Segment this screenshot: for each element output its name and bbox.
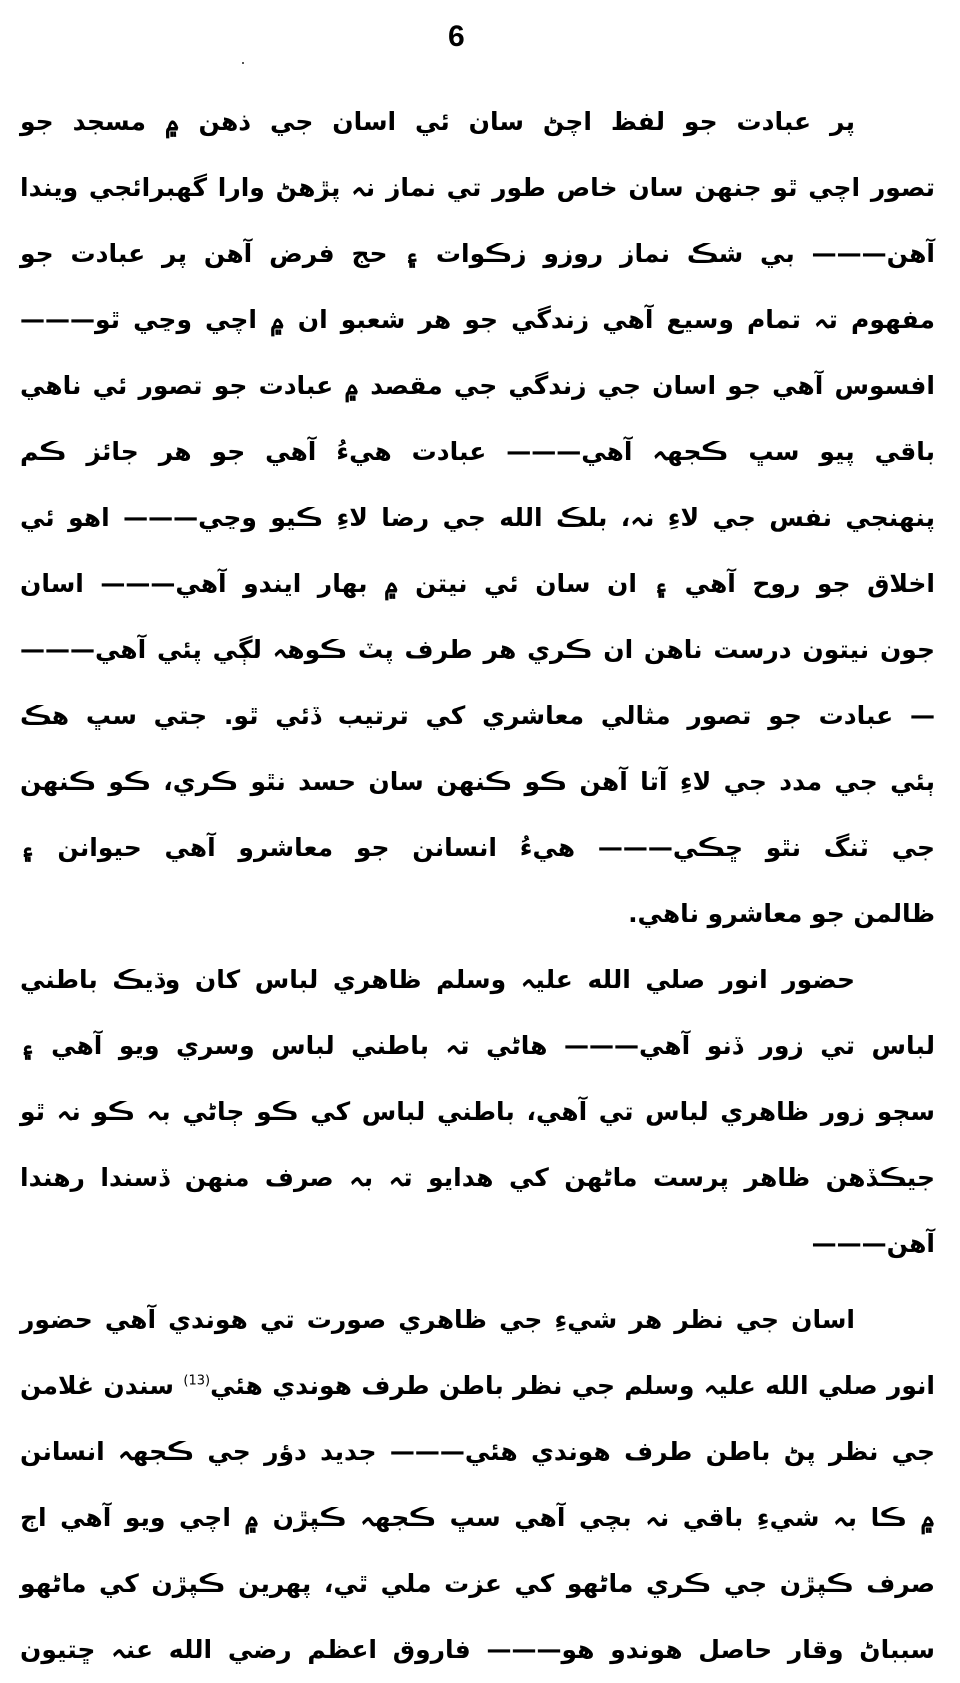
text-line: — عبادت جو تصور مثالي معاشري کي ترتيب ڏئي ٿو. جتي سڀ هڪ bbox=[20, 701, 935, 730]
page-number: 6 bbox=[448, 20, 465, 53]
footnote-reference[interactable]: (13) bbox=[183, 1373, 211, 1389]
text-line: حضور انور صلي الله عليہ وسلم ظاهري لباس کان وڌيڪ باطني bbox=[20, 965, 855, 994]
text-line-with-footnote bbox=[20, 1353, 935, 1419]
text-line: ظالمن جو معاشرو ناهي. bbox=[628, 899, 935, 928]
text-line: اسان جي نظر هر شيءِ جي ظاهري صورت تي هوندي آهي حضور bbox=[20, 1305, 855, 1334]
text-line: صرف ڪپڙن جي ڪري ماڻهو کي عزت ملي ٿي، پهرين ڪپڙن کي ماڻهو bbox=[20, 1569, 935, 1598]
text-line: پر عبادت جو لفظ اچڻ سان ئي اسان جي ذهن ۾ مسجد جو bbox=[20, 107, 855, 136]
text-line: آهن——— بي شڪ نماز روزو زڪوات ۽ حج فرض آهن پر عبادت جو bbox=[20, 239, 935, 268]
text-segment: انور صلي الله عليہ وسلم جي نظر باطن طرف هوندي هئي bbox=[210, 1371, 935, 1400]
text-line: مفهوم تہ تمام وسيع آهي زندگي جو هر شعبو ان ۾ اچي وڃي ٿو——— bbox=[20, 305, 935, 334]
text-line: جون نيتون درست ناهن ان ڪري هر طرف پٽ ڪوهہ لڳي پئي آهي——— bbox=[20, 635, 935, 664]
document-body bbox=[20, 89, 935, 1683]
text-line: جيڪڏهن ظاهر پرست ماڻهن کي هدايو تہ بہ صرف منهن ڏسندا رهندا bbox=[20, 1163, 935, 1192]
text-line: پنهنجي نفس جي لاءِ نہ، بلڪ الله جي رضا لاءِ ڪيو وڃي——— اهو ئي bbox=[20, 503, 935, 532]
text-line: افسوس آهي جو اسان جي زندگي جي مقصد ۾ عبادت جو تصور ئي ناهي bbox=[20, 371, 935, 400]
text-line: جي نظر پڻ باطن طرف هوندي هئي——— جديد دؤر جي ڪجهہ انسانن bbox=[20, 1437, 935, 1466]
scan-speck bbox=[242, 62, 244, 64]
text-line: باقي پيو سڀ ڪجهہ آهي——— عبادت هيءُ آهي جو هر جائز ڪم bbox=[20, 437, 935, 466]
text-segment: سندن غلامن bbox=[20, 1371, 174, 1400]
text-line: لباس تي زور ڏنو آهي——— هاڻي تہ باطني لباس وسري ويو آهي ۽ bbox=[20, 1031, 935, 1060]
text-line: ٻئي جي مدد جي لاءِ آتا آهن ڪو ڪنهن سان حسد نٿو ڪري، ڪو ڪنهن bbox=[20, 767, 935, 796]
text-line: سڄو زور ظاهري لباس تي آهي، باطني لباس کي ڪو ڄاڻي بہ ڪو نہ ٿو bbox=[20, 1097, 935, 1126]
text-line: جي ٽنگ نٿو ڇڪي——— هيءُ انسانن جو معاشرو آهي حيوانن ۽ bbox=[20, 833, 935, 862]
text-line: اخلاق جو روح آهي ۽ ان سان ئي نيتن ۾ بهار ايندو آهي——— اسان bbox=[20, 569, 935, 598]
text-line: سبباڻ وقار حاصل هوندو هو——— فاروق اعظم رضي الله عنہ ڇتيون bbox=[20, 1635, 935, 1664]
text-line: تصور اچي ٿو جنهن سان خاص طور تي نماز نہ پڙهڻ وارا گهبرائجي ويندا bbox=[20, 173, 935, 202]
text-line: آهن——— bbox=[811, 1229, 935, 1258]
text-line: ۾ ڪا بہ شيءِ باقي نہ بچي آهي سڀ ڪجهہ ڪپڙن ۾ اچي ويو آهي اڄ bbox=[20, 1503, 935, 1532]
